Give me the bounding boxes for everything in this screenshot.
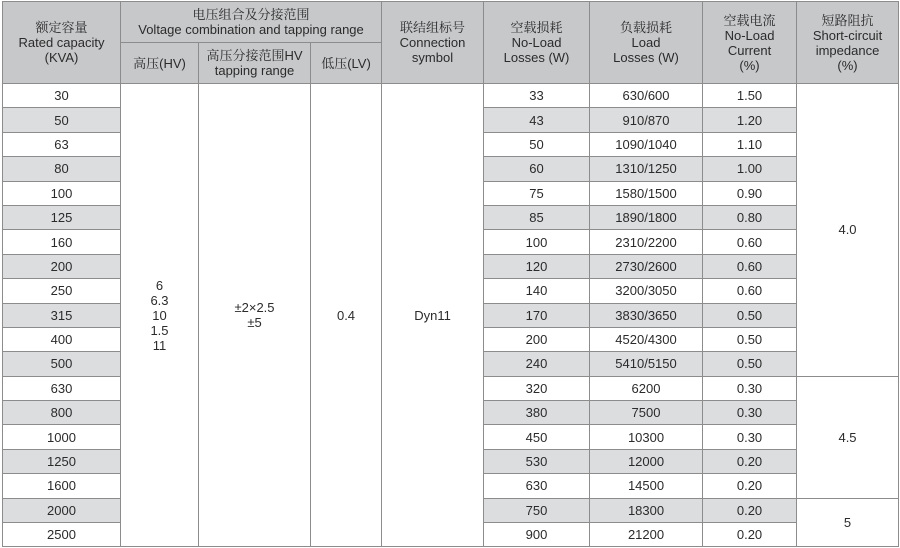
cell-load-losses: 21200 [590,523,703,547]
table-body [3,84,899,547]
cell-load-losses: 2730/2600 [590,254,703,278]
cell-no-load-losses: 900 [484,523,590,547]
cell-no-load-current: 1.20 [703,108,797,132]
cell-rated-capacity: 50 [3,108,121,132]
cell-no-load-losses: 240 [484,352,590,376]
cell-no-load-losses: 750 [484,498,590,522]
cell-load-losses: 910/870 [590,108,703,132]
header-connection-symbol: 联结组标号 Connection symbol [382,2,484,84]
cell-impedance: 4.5 [797,376,899,498]
cell-impedance: 5 [797,498,899,547]
cell-no-load-current: 0.20 [703,523,797,547]
cell-rated-capacity: 1250 [3,449,121,473]
cell-load-losses: 7500 [590,401,703,425]
cell-no-load-current: 1.00 [703,157,797,181]
cell-rated-capacity: 200 [3,254,121,278]
cell-rated-capacity: 630 [3,376,121,400]
cell-load-losses: 18300 [590,498,703,522]
cell-load-losses: 1090/1040 [590,132,703,156]
cell-no-load-losses: 100 [484,230,590,254]
cell-rated-capacity: 500 [3,352,121,376]
cell-no-load-losses: 530 [484,449,590,473]
cell-rated-capacity: 100 [3,181,121,205]
header-no-load-current: 空载电流 No-Load Current (%) [703,2,797,84]
header-load-losses: 负载损耗 Load Losses (W) [590,2,703,84]
cell-load-losses: 6200 [590,376,703,400]
cell-no-load-losses: 60 [484,157,590,181]
cell-load-losses: 3830/3650 [590,303,703,327]
cell-no-load-losses: 380 [484,401,590,425]
cell-load-losses: 4520/4300 [590,327,703,351]
header-lv: 低压(LV) [311,43,382,84]
cell-no-load-losses: 33 [484,84,590,108]
cell-rated-capacity: 1600 [3,474,121,498]
cell-no-load-current: 0.60 [703,279,797,303]
header-short-circuit-impedance: 短路阻抗 Short-circuit impedance (%) [797,2,899,84]
cell-no-load-current: 0.50 [703,352,797,376]
cell-connection-symbol: Dyn11 [382,84,484,547]
cell-no-load-current: 0.30 [703,401,797,425]
cell-no-load-losses: 320 [484,376,590,400]
cell-rated-capacity: 80 [3,157,121,181]
cell-no-load-current: 1.10 [703,132,797,156]
cell-no-load-current: 0.30 [703,425,797,449]
header-rated-capacity: 额定容量 Rated capacity (KVA) [3,2,121,84]
cell-impedance: 4.0 [797,84,899,377]
cell-load-losses: 1310/1250 [590,157,703,181]
cell-hv-values: 6 6.3 10 1.5 11 [121,84,199,547]
cell-no-load-current: 0.50 [703,303,797,327]
cell-rated-capacity: 315 [3,303,121,327]
header-no-load-losses: 空载损耗 No-Load Losses (W) [484,2,590,84]
cell-rated-capacity: 800 [3,401,121,425]
cell-no-load-losses: 75 [484,181,590,205]
cell-tapping-range: ±2×2.5 ±5 [199,84,311,547]
cell-load-losses: 2310/2200 [590,230,703,254]
cell-rated-capacity: 2000 [3,498,121,522]
cell-rated-capacity: 30 [3,84,121,108]
cell-rated-capacity: 400 [3,327,121,351]
cell-no-load-losses: 120 [484,254,590,278]
header-voltage-combination: 电压组合及分接范围 Voltage combination and tapping range [121,2,382,43]
cell-no-load-losses: 630 [484,474,590,498]
table-row [3,84,899,108]
cell-no-load-current: 0.20 [703,498,797,522]
cell-no-load-current: 1.50 [703,84,797,108]
cell-no-load-losses: 200 [484,327,590,351]
cell-no-load-losses: 170 [484,303,590,327]
cell-load-losses: 5410/5150 [590,352,703,376]
cell-load-losses: 1580/1500 [590,181,703,205]
cell-no-load-losses: 450 [484,425,590,449]
cell-no-load-current: 0.60 [703,230,797,254]
cell-no-load-current: 0.20 [703,449,797,473]
cell-rated-capacity: 1000 [3,425,121,449]
cell-load-losses: 630/600 [590,84,703,108]
cell-lv-value: 0.4 [311,84,382,547]
cell-load-losses: 3200/3050 [590,279,703,303]
header-hv-tapping-range: 高压分接范围HV tapping range [199,43,311,84]
cell-no-load-current: 0.30 [703,376,797,400]
cell-no-load-current: 0.80 [703,205,797,229]
cell-load-losses: 14500 [590,474,703,498]
cell-rated-capacity: 125 [3,205,121,229]
cell-no-load-current: 0.20 [703,474,797,498]
cell-rated-capacity: 250 [3,279,121,303]
cell-no-load-current: 0.90 [703,181,797,205]
transformer-spec-table [2,1,899,547]
cell-no-load-losses: 43 [484,108,590,132]
header-hv: 高压(HV) [121,43,199,84]
cell-no-load-losses: 50 [484,132,590,156]
cell-no-load-losses: 85 [484,205,590,229]
cell-no-load-current: 0.60 [703,254,797,278]
cell-rated-capacity: 63 [3,132,121,156]
cell-load-losses: 12000 [590,449,703,473]
cell-load-losses: 10300 [590,425,703,449]
cell-no-load-current: 0.50 [703,327,797,351]
cell-rated-capacity: 2500 [3,523,121,547]
table-header [3,2,899,84]
cell-no-load-losses: 140 [484,279,590,303]
cell-rated-capacity: 160 [3,230,121,254]
cell-load-losses: 1890/1800 [590,205,703,229]
